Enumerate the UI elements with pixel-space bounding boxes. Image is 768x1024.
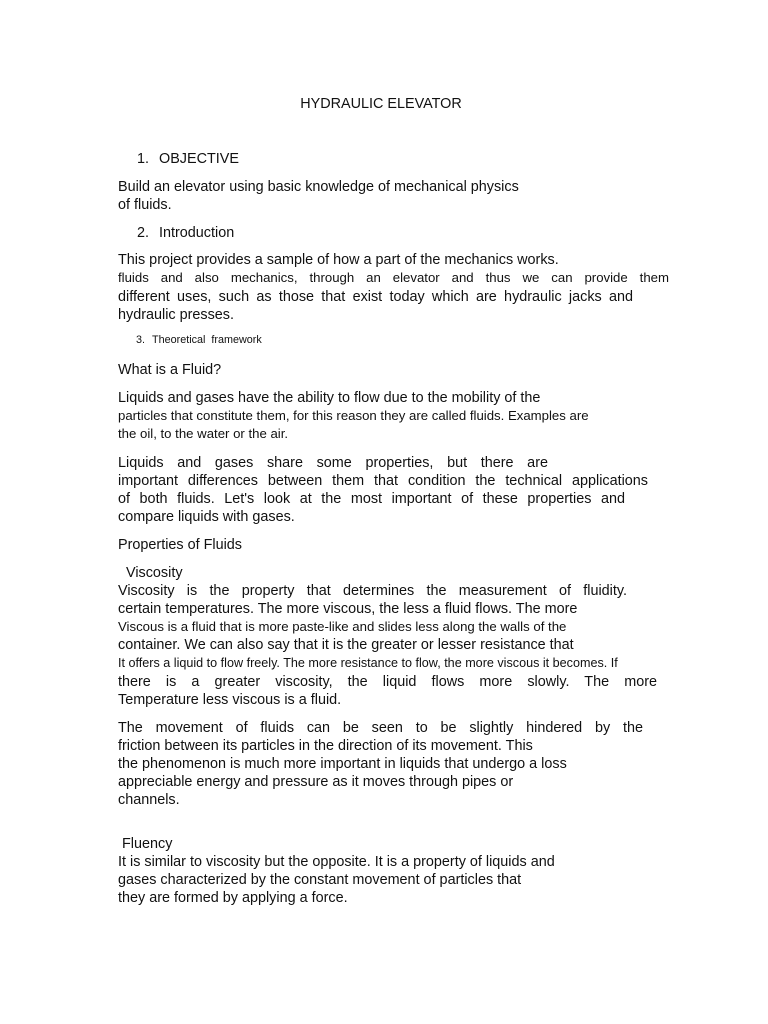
- paragraph-line: Liquids and gases share some properties, but there are: [118, 455, 548, 471]
- subheading-what-is-fluid: What is a Fluid?: [118, 362, 222, 378]
- section-title: OBJECTIVE: [159, 151, 239, 167]
- paragraph-line: certain temperatures. The more viscous, the less a fluid flows. The more: [118, 601, 578, 617]
- section-heading-objective: [137, 150, 239, 168]
- section-number: 3.: [136, 334, 146, 346]
- paragraph-line: It offers a liquid to flow freely. The more resistance to flow, the more viscous it becomes. If: [118, 656, 618, 670]
- paragraph-line: Viscous is a fluid that is more paste-like and slides less along the walls of the: [118, 619, 567, 634]
- paragraph-line: friction between its particles in the direction of its movement. This: [118, 738, 533, 754]
- paragraph-line: appreciable energy and pressure as it moves through pipes or: [118, 774, 514, 790]
- paragraph-line: It is similar to viscosity but the opposite. It is a property of liquids and: [118, 854, 555, 870]
- paragraph-line: Viscosity is the property that determines the measurement of fluidity.: [118, 583, 627, 599]
- subheading-fluency: Fluency: [122, 836, 173, 852]
- section-title: Introduction: [159, 225, 235, 241]
- section-number: 1.: [137, 151, 150, 167]
- section-heading-framework: [136, 333, 262, 347]
- paragraph-line: Build an elevator using basic knowledge of mechanical physics: [118, 179, 519, 195]
- paragraph-line: particles that constitute them, for this reason they are called fluids. Examples are: [118, 408, 589, 423]
- paragraph-line: of both fluids. Let's look at the most important of these properties and: [118, 491, 625, 507]
- section-number: 2.: [137, 225, 150, 241]
- section-title: Theoretical framework: [152, 334, 262, 346]
- subheading-properties: Properties of Fluids: [118, 537, 242, 553]
- paragraph-line: of fluids.: [118, 197, 172, 213]
- paragraph-line: Liquids and gases have the ability to flow due to the mobility of the: [118, 390, 541, 406]
- paragraph-line: there is a greater viscosity, the liquid flows more slowly. The more: [118, 674, 657, 690]
- paragraph-line: hydraulic presses.: [118, 307, 234, 323]
- subheading-viscosity: Viscosity: [126, 565, 183, 581]
- paragraph-line: fluids and also mechanics, through an elevator and thus we can provide them: [118, 270, 669, 285]
- paragraph-line: Temperature less viscous is a fluid.: [118, 692, 342, 708]
- paragraph-line: The movement of fluids can be seen to be slightly hindered by the: [118, 720, 643, 736]
- paragraph-line: compare liquids with gases.: [118, 509, 295, 525]
- paragraph-line: different uses, such as those that exist today which are hydraulic jacks and: [118, 289, 633, 305]
- paragraph-line: gases characterized by the constant movement of particles that: [118, 872, 522, 888]
- document-title: HYDRAULIC ELEVATOR: [300, 96, 462, 112]
- paragraph-line: the oil, to the water or the air.: [118, 426, 289, 441]
- section-heading-introduction: [137, 224, 234, 242]
- paragraph-line: the phenomenon is much more important in liquids that undergo a loss: [118, 756, 567, 772]
- paragraph-line: important differences between them that condition the technical applications: [118, 473, 648, 489]
- paragraph-line: they are formed by applying a force.: [118, 890, 348, 906]
- paragraph-line: channels.: [118, 792, 180, 808]
- paragraph-line: container. We can also say that it is the greater or lesser resistance that: [118, 637, 574, 653]
- paragraph-line: This project provides a sample of how a part of the mechanics works.: [118, 252, 559, 268]
